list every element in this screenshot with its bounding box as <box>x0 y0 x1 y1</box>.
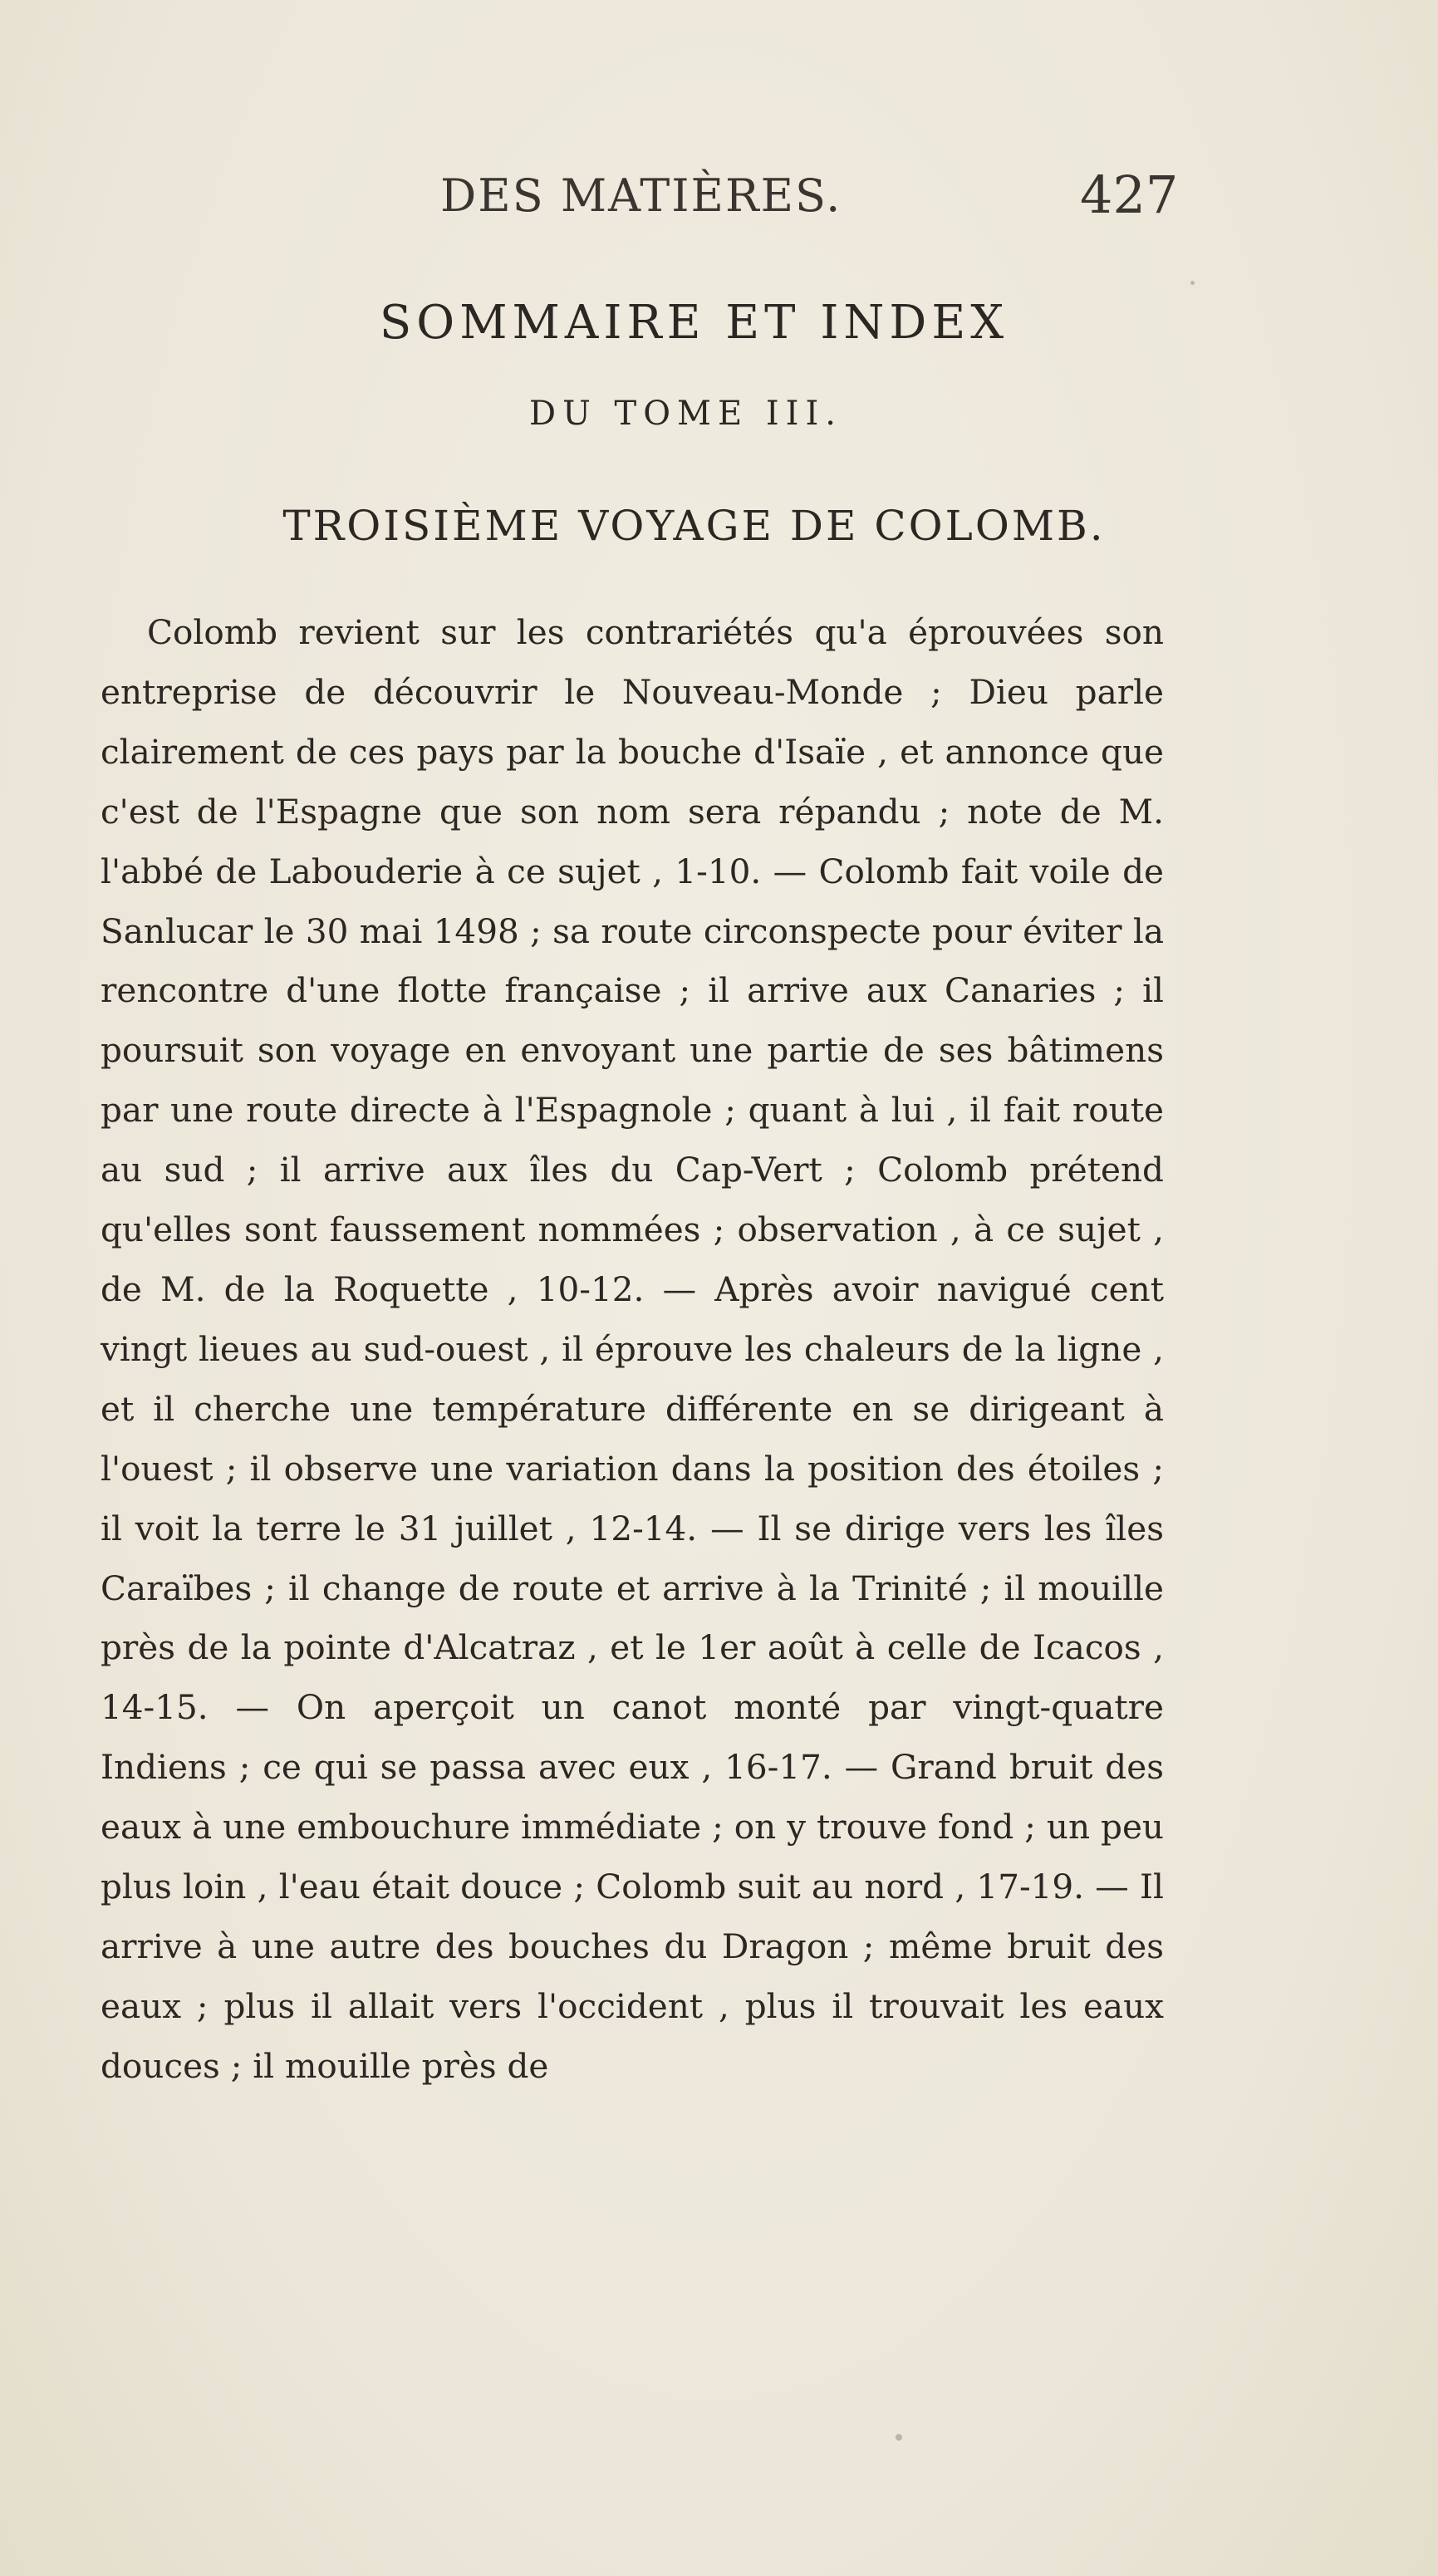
index-title: SOMMAIRE ET INDEX <box>379 296 1009 350</box>
running-head <box>0 163 1438 238</box>
paper-speck <box>1190 281 1195 285</box>
paper-speck <box>896 2434 902 2441</box>
section-title: TROISIÈME VOYAGE DE COLOMB. <box>282 502 1106 550</box>
volume-subtitle: DU TOME III. <box>529 395 842 433</box>
running-title: DES MATIÈRES. <box>440 169 842 222</box>
summary-paragraph: Colomb revient sur les contrariétés qu'a éprouvées son entreprise de découvrir le Nouveau-Monde ; Dieu parle clairement de ces pays par la bouche d'Isaïe , et annonce que c'est de l'Espagne que son nom sera répandu ; note de M. l'abbé de Labouderie à ce sujet , 1-10. — Colomb fait voile de Sanlucar le 30 mai 1498 ; sa route circonspecte pour éviter la rencontre d'une flotte française ; il arrive aux Canaries ; il poursuit son voyage en envoyant une partie de ses bâtimens par une route directe à l'Espagnole ; quant à lui , il fait route au sud ; il arrive aux îles du Cap-Vert ; Colomb prétend qu'elles sont faussement nommées ; observation , à ce sujet , de M. de la Roquette , 10-12. — Après avoir navigué cent vingt lieues au sud-ouest , il éprouve les chaleurs de la ligne , et il cherche une température différente en se dirigeant à l'ouest ; il observe une variation dans la position des étoiles ; il voit la terre le 31 juillet , 12-14. — Il se dirige vers les îles Caraïbes ; il change de route et arrive à la Trinité ; il mouille près de la pointe d'Alcatraz , et le 1er août à celle de Icacos , 14-15. — On aperçoit un canot monté par vingt-quatre Indiens ; ce qui se passa avec eux , 16-17. — Grand bruit des eaux à une embouchure immédiate ; on y trouve fond ; un peu plus loin , l'eau était douce ; Colomb suit au nord , 17-19. — Il arrive à une autre des bouches du Dragon ; même bruit des eaux ; plus il allait vers l'occident , plus il trouvait les eaux douces ; il mouille près de <box>101 612 1164 2086</box>
page-number: 427 <box>1080 164 1179 225</box>
